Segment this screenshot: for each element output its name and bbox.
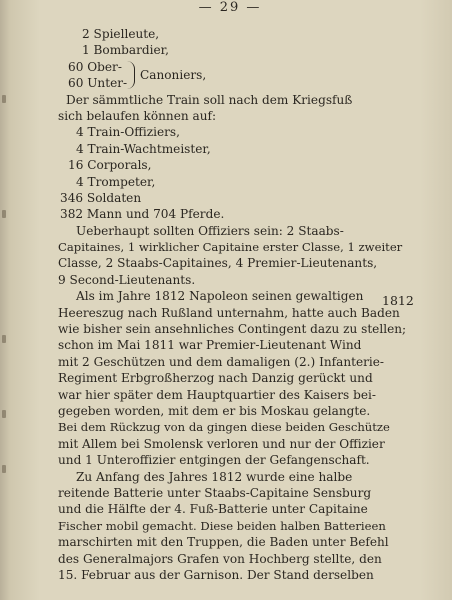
list-line: 1 Bombardier,	[82, 43, 169, 58]
paragraph-line: Zu Anfang des Jahres 1812 wurde eine halbe	[76, 469, 353, 484]
paragraph-line: des Generalmajors Grafen von Hochberg stellte, den	[58, 551, 382, 566]
page-edge-marks	[0, 0, 12, 600]
paragraph-line: mit 2 Geschützen und dem damaligen (2.) Infanterie-	[58, 354, 385, 369]
brace-label: Canoniers,	[140, 67, 207, 82]
list-line: 2 Spielleute,	[82, 27, 160, 41]
paragraph-line: mit Allem bei Smolensk verloren und nur der Offizier	[58, 436, 385, 451]
paragraph-line: marschirten mit den Truppen, die Baden unter Befehl	[58, 535, 389, 550]
paragraph-line: Als im Jahre 1812 Napoleon seinen gewaltigen	[76, 289, 364, 304]
paragraph-line: Regiment Erbgroßherzog nach Danzig gerückt und	[58, 371, 373, 386]
paragraph-line: und die Hälfte der 4. Fuß-Batterie unter Capitaine	[58, 502, 368, 517]
paragraph-line: reitende Batterie unter Staabs-Capitaine Sensburg	[58, 485, 372, 500]
paragraph-line: 9 Second-Lieutenants.	[58, 272, 196, 287]
paragraph-line: Heereszug nach Rußland unternahm, hatte auch Baden	[58, 305, 400, 320]
paragraph-line: gegeben worden, mit dem er bis Moskau gelangte.	[58, 404, 371, 418]
paragraph-line: Capitaines, 1 wirklicher Capitaine erster Classe, 1 zweiter	[58, 240, 403, 255]
paragraph-line: war hier später dem Hauptquartier des Kaisers bei-	[58, 387, 376, 402]
list-line: 382 Mann und 704 Pferde.	[60, 207, 225, 222]
list-line: 60 Unter-	[68, 76, 128, 91]
paragraph-line: schon im Mai 1811 war Premier-Lieutenant Wind	[58, 338, 362, 353]
list-line: 4 Trompeter,	[76, 174, 156, 189]
paragraph-line: Fischer mobil gemacht. Diese beiden halben Batterieen	[58, 518, 386, 533]
list-line: 346 Soldaten	[60, 190, 142, 205]
paragraph-line: und 1 Unteroffizier entgingen der Gefangenschaft.	[58, 453, 370, 468]
paragraph-line: Ueberhaupt sollten Offiziers sein: 2 Staabs-	[76, 223, 344, 238]
list-line: 16 Corporals,	[68, 158, 152, 173]
list-line: 60 Ober-	[68, 59, 122, 74]
page-body-text	[58, 26, 407, 583]
page-number-header: — 29 —	[198, 0, 262, 15]
text-line: sich belaufen können auf:	[58, 108, 217, 123]
paragraph-line: Classe, 2 Staabs-Capitaines, 4 Premier-Lieutenants,	[58, 256, 378, 271]
list-line: 4 Train-Offiziers,	[76, 125, 180, 140]
list-line: 4 Train-Wachtmeister,	[76, 141, 211, 156]
brace-icon	[126, 61, 135, 89]
paragraph-line: wie bisher sein ansehnliches Contingent dazu zu stellen;	[58, 322, 407, 337]
margin-year-note: 1812	[382, 293, 414, 308]
paragraph-line: 15. Februar aus der Garnison. Der Stand derselben	[58, 567, 374, 582]
canoniers-group	[66, 59, 376, 92]
paragraph-line: Bei dem Rückzug von da gingen diese beiden Geschütze	[58, 420, 390, 435]
text-line: Der sämmtliche Train soll nach dem Kriegsfuß	[66, 92, 353, 107]
